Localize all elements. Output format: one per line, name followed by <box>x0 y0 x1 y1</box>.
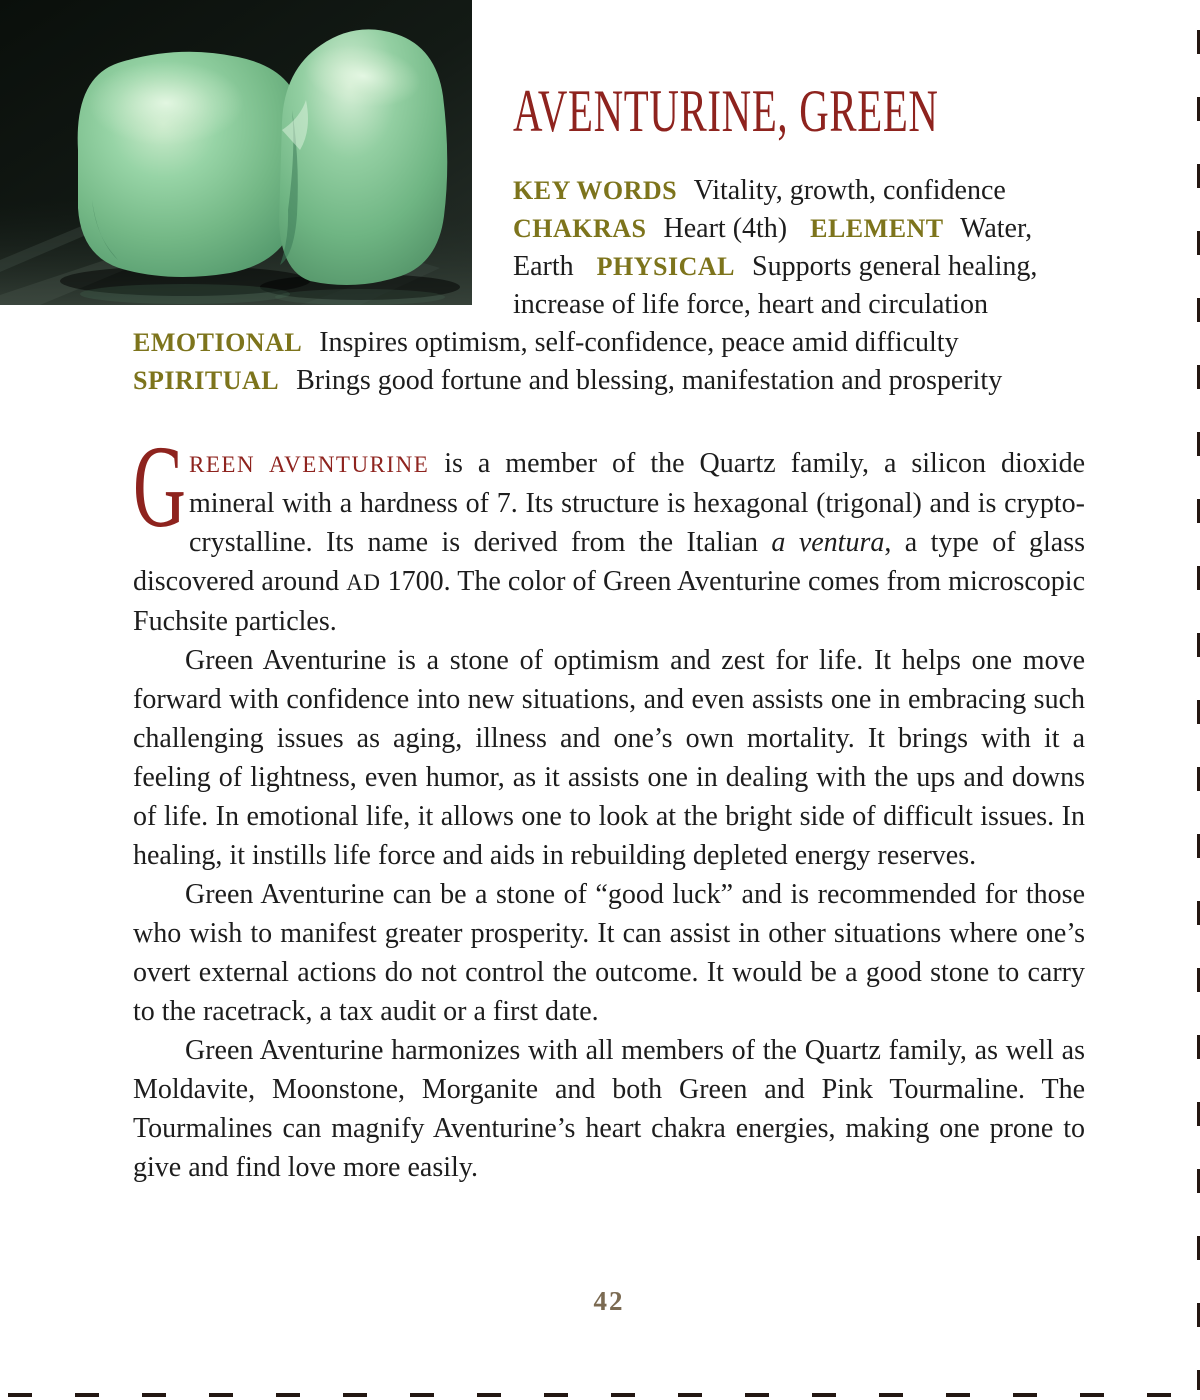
paragraph-1-text: , a type of glass discovered around <box>133 527 1085 597</box>
paragraph-2: Green Aventurine is a stone of optimism and zest for life. It helps one move forward with confidence into new situations, and even assists one in embracing such challenging issues as aging, illness and one’s own mortality. It brings with it a feeling of lightness, even humor, as it assists one in dealing with the ups and downs of life. In emotional life, it allows one to look at the bright side of difficult issues. In healing, it instills life force and aids in rebuilding depleted energy reserves. <box>133 645 1085 871</box>
paragraph-4: Green Aventurine harmonizes with all members of the Quartz family, as well as Moldavite, Moonstone, Morganite and both Green and Pink Tourmaline. The Tourmalines can magnify Aventurine’s heart chakra energies, making one prone to give and find love more easily. <box>133 1035 1085 1183</box>
key-words-value: Vitality, growth, confidence <box>693 175 1006 206</box>
paragraph-1-text: is a member of the Quartz family, a silicon dioxide mineral with a hardness of 7. Its structure is hexagonal (trigonal) and is crypto-crystalline. Its name is derived from the Italian <box>189 448 1085 558</box>
key-words-label: KEY WORDS <box>513 176 678 205</box>
drop-cap: G <box>133 421 186 552</box>
bottom-edge-dash-marks <box>8 1393 1172 1397</box>
spiritual-label: SPIRITUAL <box>133 366 280 395</box>
paragraph-1-text: 1700. The color of Green Aventurine comes from microscopic Fuchsite particles. <box>133 566 1086 637</box>
ad-smallcaps: AD <box>346 570 381 595</box>
body-text <box>133 421 1086 1187</box>
emotional-label: EMOTIONAL <box>133 328 303 357</box>
element-label: ELEMENT <box>810 214 944 243</box>
lead-in-caps: REEN AVENTURINE <box>189 452 430 477</box>
physical-label: PHYSICAL <box>596 252 735 281</box>
physical-value: Supports general healing, increase of life force, heart and circulation <box>513 251 1038 320</box>
chakras-value: Heart (4th) <box>663 213 788 244</box>
chakras-label: CHAKRAS <box>513 214 647 243</box>
emotional-value: Inspires optimism, self-confidence, peace amid difficulty <box>319 327 959 358</box>
aventurine-photo <box>0 0 472 305</box>
italic-term: a ventura <box>771 527 885 558</box>
paragraph-1 <box>133 421 1086 641</box>
page-number: 42 <box>593 1286 625 1316</box>
page-title-text: AVENTURINE, GREEN <box>513 78 939 144</box>
spiritual-value: Brings good fortune and blessing, manifestation and prosperity <box>296 365 1003 396</box>
element-value: Water, Earth <box>513 213 1033 282</box>
aventurine-photo-graphic <box>0 0 472 305</box>
paragraph-3: Green Aventurine can be a stone of “good luck” and is recommended for those who wish to manifest greater prosperity. It can assist in other situations where one’s overt external actions do not control the outcome. It would be a good stone to carry to the racetrack, a tax audit or a first date. <box>133 879 1085 1027</box>
